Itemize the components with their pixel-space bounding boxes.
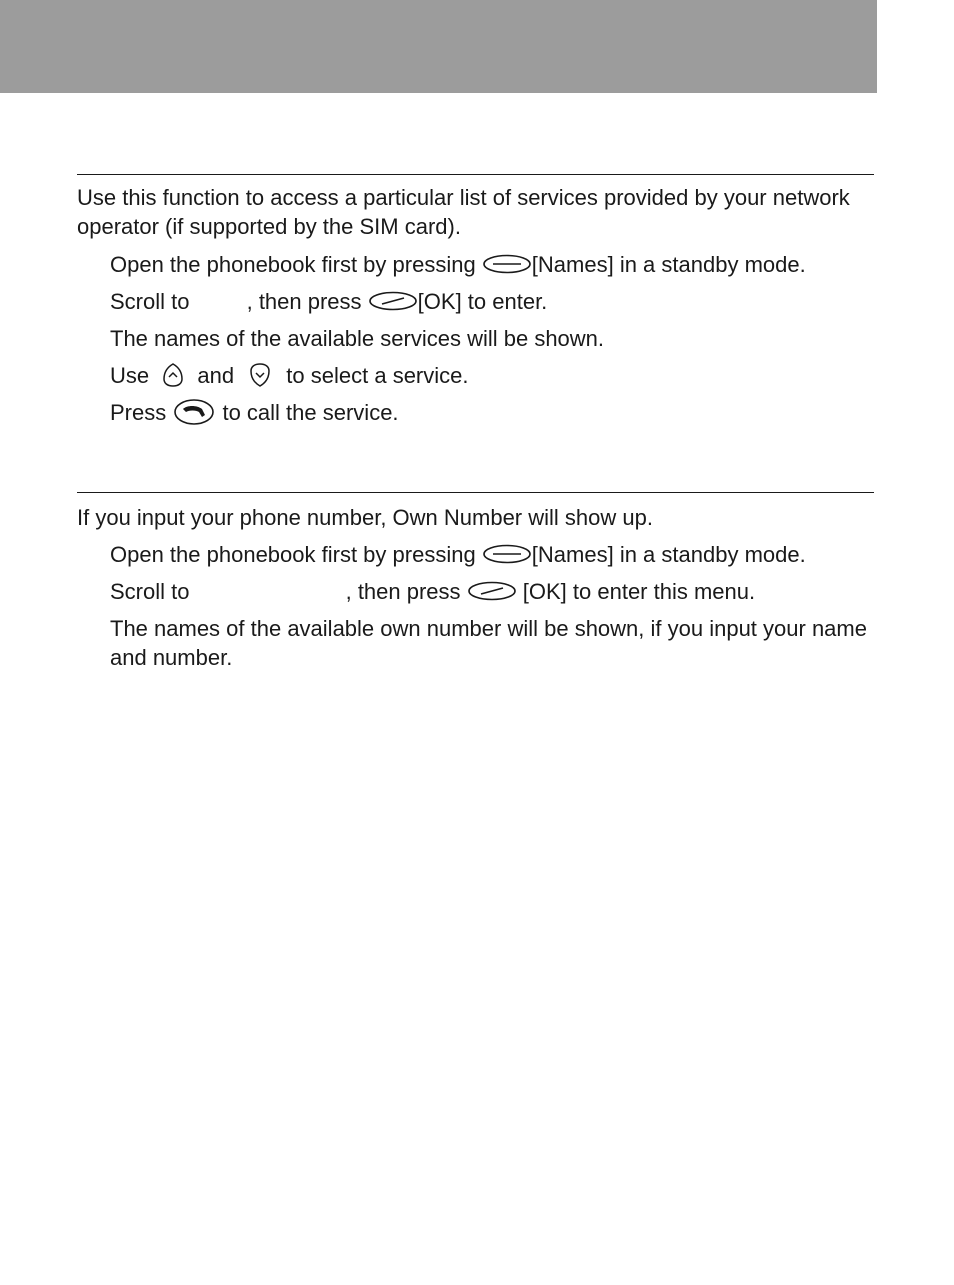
section-2-intro: If you input your phone number, Own Number will show up.	[77, 505, 653, 530]
section-1-step-2	[110, 287, 547, 316]
section-2-divider	[77, 492, 874, 493]
section-1-step-5	[110, 398, 399, 429]
section-2-step-1	[110, 540, 806, 569]
step-text: [OK] to enter.	[417, 289, 548, 314]
section-1-intro: Use this function to access a particular list of services provided by your network operator (if supported by the SIM card).	[77, 185, 850, 239]
step-text: [Names] in a standby mode.	[531, 252, 806, 277]
step-text: Scroll to	[110, 579, 196, 604]
step-text: , then press	[246, 289, 368, 314]
step-text: Press	[110, 400, 173, 425]
step-text: to call the service.	[216, 400, 399, 425]
soft-key-icon	[467, 580, 517, 602]
header-band	[0, 0, 877, 93]
step-text: and	[191, 363, 241, 388]
step-text: [OK] to enter this menu.	[516, 579, 756, 604]
step-text: Scroll to	[110, 289, 196, 314]
soft-key-icon	[368, 290, 418, 312]
nav-down-icon	[248, 362, 272, 388]
section-1-step-3: The names of the available services will be shown.	[110, 326, 605, 351]
section-2-step-2	[110, 577, 755, 606]
step-text: Open the phonebook first by pressing	[110, 542, 482, 567]
soft-key-icon	[482, 253, 532, 275]
soft-key-icon	[482, 543, 532, 565]
call-key-icon	[172, 397, 216, 427]
section-1-step-4	[110, 361, 469, 390]
step-text: Use	[110, 363, 156, 388]
step-text: Open the phonebook first by pressing	[110, 252, 482, 277]
step-text: [Names] in a standby mode.	[531, 542, 806, 567]
step-text: to select a service.	[280, 363, 469, 388]
section-2-step-3: The names of the available own number will be shown, if you input your name and number.	[110, 616, 867, 670]
nav-up-icon	[161, 362, 185, 388]
section-1-step-1	[110, 250, 806, 279]
section-1-divider	[77, 174, 874, 175]
step-text: , then press	[345, 579, 467, 604]
